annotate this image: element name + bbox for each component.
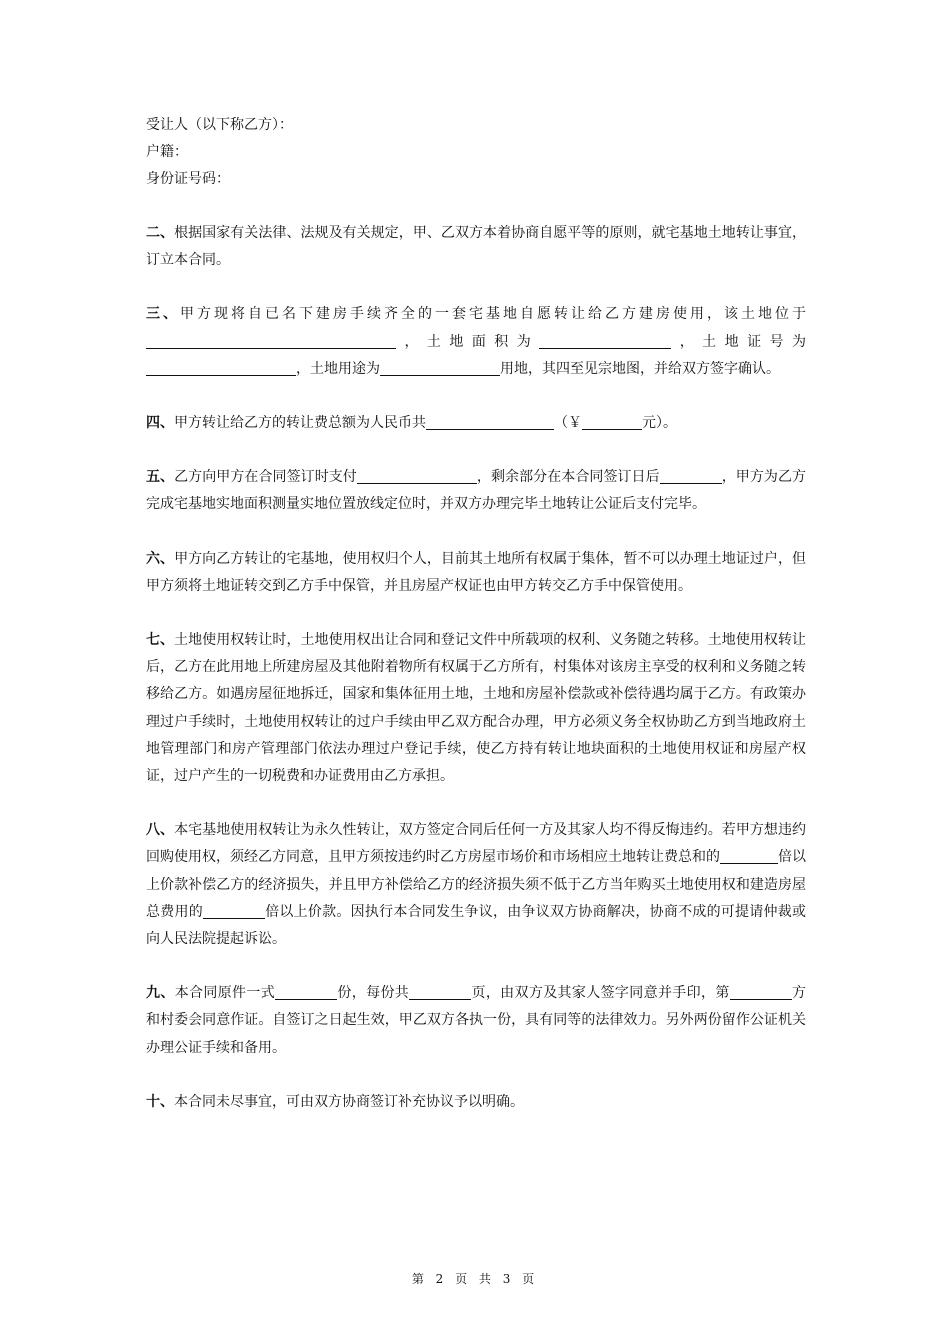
clause-3 [146,301,806,383]
clause-text: 甲方现将自已名下建房手续齐全的一套宅基地自愿转让给乙方建房使用，该土地位于 [180,306,806,323]
clause-text: 元）。 [642,415,677,432]
clause-7 [146,627,806,790]
clause-text: 本宅基地使用权转让为永久性转让，双方签定合同后任何一方及其家人均不得反悔违约。若甲方想违约回购使用权，须经乙方同意，且甲方须按违约时乙方房屋市场价和市场相应土地转让费总和的 [146,822,807,866]
land-use-blank[interactable] [380,359,500,376]
clause-number: 七、 [146,632,175,649]
assignee-label: 受让人（以下称乙方）： [146,117,293,133]
page-footer: 第 2 页 共 3 页 [411,1272,539,1286]
id-number-label: 身份证号码： [146,171,230,187]
clause-text: 页，由双方及其家人签字同意并手印，第 [471,985,730,1002]
clause-text: ，土地用途为 [296,360,380,377]
initial-payment-blank[interactable] [357,467,477,484]
compensation-multiple-blank[interactable] [203,902,265,919]
clause-text: （￥ [554,415,582,432]
clause-text: 根据国家有关法律、法规及有关规定，甲、乙双方本着协商自愿平等的原则，就宅基地土地转让事宜，订立本合同。 [146,225,807,269]
witness-party-blank[interactable] [730,983,792,1000]
clause-number: 八、 [146,822,175,839]
clause-number: 九、 [146,985,175,1002]
clause-number: 三、 [146,306,180,323]
clause-text: 本合同原件一式 [174,985,276,1002]
clause-text: 方和村委会同意作证。自签订之日起生效，甲乙双方各执一份，具有同等的法律效力。另外两份留作公证机关办理公证手续和备用。 [146,985,807,1056]
clause-text: ，土地面积为 [396,333,540,350]
clause-8 [146,817,806,953]
clause-text: 份，每份共 [337,985,410,1002]
clause-text: 乙方向甲方在合同签订时支付 [174,469,357,486]
household-label: 户籍： [146,144,188,160]
payment-days-blank[interactable] [660,467,722,484]
clause-text: ，剩余部分在本合同签订日后 [476,469,660,486]
clause-text: 本合同未尽事宜，可由双方协商签订补充协议予以明确。 [174,1093,524,1110]
total-fee-blank[interactable] [426,413,554,430]
clause-2 [146,220,806,274]
clause-text: 甲方向乙方转让的宅基地，使用权归个人，目前其土地所有权属于集体，暂不可以办理土地证过户，但甲方须将土地证转交到乙方手中保管，并且房屋产权证也由甲方转交乙方手中保管使用。 [146,550,807,594]
clause-text: 甲方转让给乙方的转让费总额为人民币共 [174,415,426,432]
copies-blank[interactable] [275,983,337,1000]
clause-number: 四、 [146,415,174,432]
clause-number: 五、 [146,469,175,486]
clause-text: ，土地证号为 [671,333,807,350]
land-cert-number-blank[interactable] [146,359,296,376]
penalty-multiple-blank[interactable] [720,847,778,864]
fee-amount-blank[interactable] [582,413,642,430]
clause-10 [146,1089,806,1116]
pages-blank[interactable] [409,983,471,1000]
clause-text: 倍以上价款补偿乙方的经济损失，并且甲方补偿给乙方的经济损失须不低于乙方当年购买土地使用权和建造房屋总费用的 [146,849,806,920]
clause-text: 用地，其四至见宗地图，并给双方签字确认。 [500,360,780,377]
clause-number: 十、 [146,1093,174,1110]
contract-body [146,112,806,1116]
clause-text: 倍以上价款。因执行本合同发生争议，由争议双方协商解决，协商不成的可提请仲裁或向人民法院提起诉讼。 [146,903,806,948]
clause-number: 六、 [146,550,175,567]
land-area-blank[interactable] [539,332,671,349]
clause-6 [146,546,806,600]
clause-text: ，甲方为乙方完成宅基地实地面积测量实地位置放线定位时，并双方办理完毕土地转让公证后支付完毕。 [146,469,807,513]
clause-text: 土地使用权转让时，土地使用权出让合同和登记文件中所载项的权利、义务随之转移。土地使用权转让后，乙方在此用地上所建房屋及其他附着物所有权属于乙方所有，村集体对该房主享受的权利和义务随之转移给乙方。如遇房屋征地拆迁，国家和集体征用土地，土地和房屋补偿款或补偿待遇均属于乙方。有政策办理过户手续时，土地使用权转让的过户手续由甲乙双方配合办理，甲方必须义务全权协助乙方到当地政府土地管理部门和房产管理部门依法办理过户登记手续，使乙方持有转让地块面积的土地使用权证和房屋产权证，过户产生的一切税费和办证费用由乙方承担。 [146,632,807,785]
clause-5 [146,464,806,518]
clause-4 [146,410,806,437]
clause-number: 二、 [146,225,175,241]
clause-9 [146,980,806,1062]
land-location-blank[interactable] [146,332,396,349]
